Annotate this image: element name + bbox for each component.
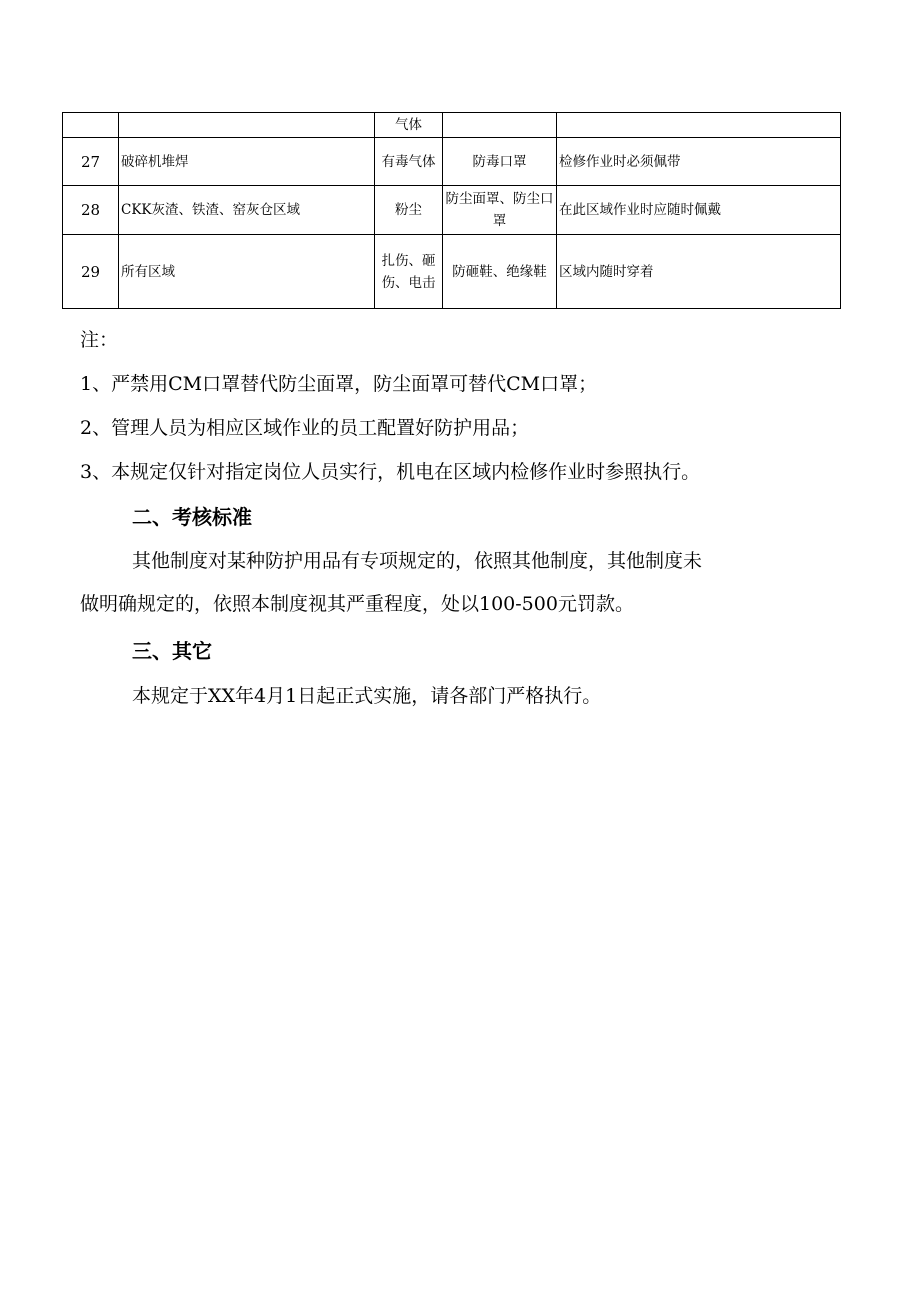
- row-equipment: [443, 113, 557, 138]
- row-area: CKK灰渣、铁渣、窑灰仓区域: [119, 186, 375, 235]
- row-equipment: 防毒口罩: [443, 138, 557, 186]
- row-requirement: 检修作业时必须佩带: [557, 138, 841, 186]
- table-row: [63, 235, 841, 309]
- row-area: [119, 113, 375, 138]
- paragraph-line: 其他制度对某种防护用品有专项规定的，依照其他制度，其他制度未: [132, 550, 703, 572]
- row-number: 28: [63, 186, 119, 235]
- row-number: 29: [63, 235, 119, 309]
- section-heading: 三、其它: [132, 639, 212, 663]
- row-number: 27: [63, 138, 119, 186]
- table-row: [63, 113, 841, 138]
- row-area: 破碎机堆焊: [119, 138, 375, 186]
- note-item: 1、严禁用CM口罩替代防尘面罩，防尘面罩可替代CM口罩；: [80, 373, 598, 395]
- paragraph-line: 本规定于XX年4月1日起正式实施，请各部门严格执行。: [132, 685, 602, 707]
- ppe-table: [62, 112, 841, 309]
- table-row: [63, 138, 841, 186]
- paragraph-line: 做明确规定的，依照本制度视其严重程度，处以100-500元罚款。: [80, 593, 634, 615]
- row-hazard: 气体: [375, 113, 443, 138]
- row-requirement: 在此区域作业时应随时佩戴: [557, 186, 841, 235]
- row-equipment: 防尘面罩、防尘口罩: [443, 186, 557, 235]
- note-item: 2、管理人员为相应区域作业的员工配置好防护用品；: [80, 417, 530, 439]
- row-requirement: 区域内随时穿着: [557, 235, 841, 309]
- notes-label: 注：: [80, 329, 119, 351]
- row-area: 所有区域: [119, 235, 375, 309]
- row-number: [63, 113, 119, 138]
- note-item: 3、本规定仅针对指定岗位人员实行，机电在区域内检修作业时参照执行。: [80, 461, 701, 483]
- row-hazard: 有毒气体: [375, 138, 443, 186]
- row-equipment: 防砸鞋、绝缘鞋: [443, 235, 557, 309]
- table-row: [63, 186, 841, 235]
- row-hazard: 粉尘: [375, 186, 443, 235]
- section-heading: 二、考核标准: [132, 505, 252, 529]
- row-hazard: 扎伤、砸伤、电击: [375, 235, 443, 309]
- row-requirement: [557, 113, 841, 138]
